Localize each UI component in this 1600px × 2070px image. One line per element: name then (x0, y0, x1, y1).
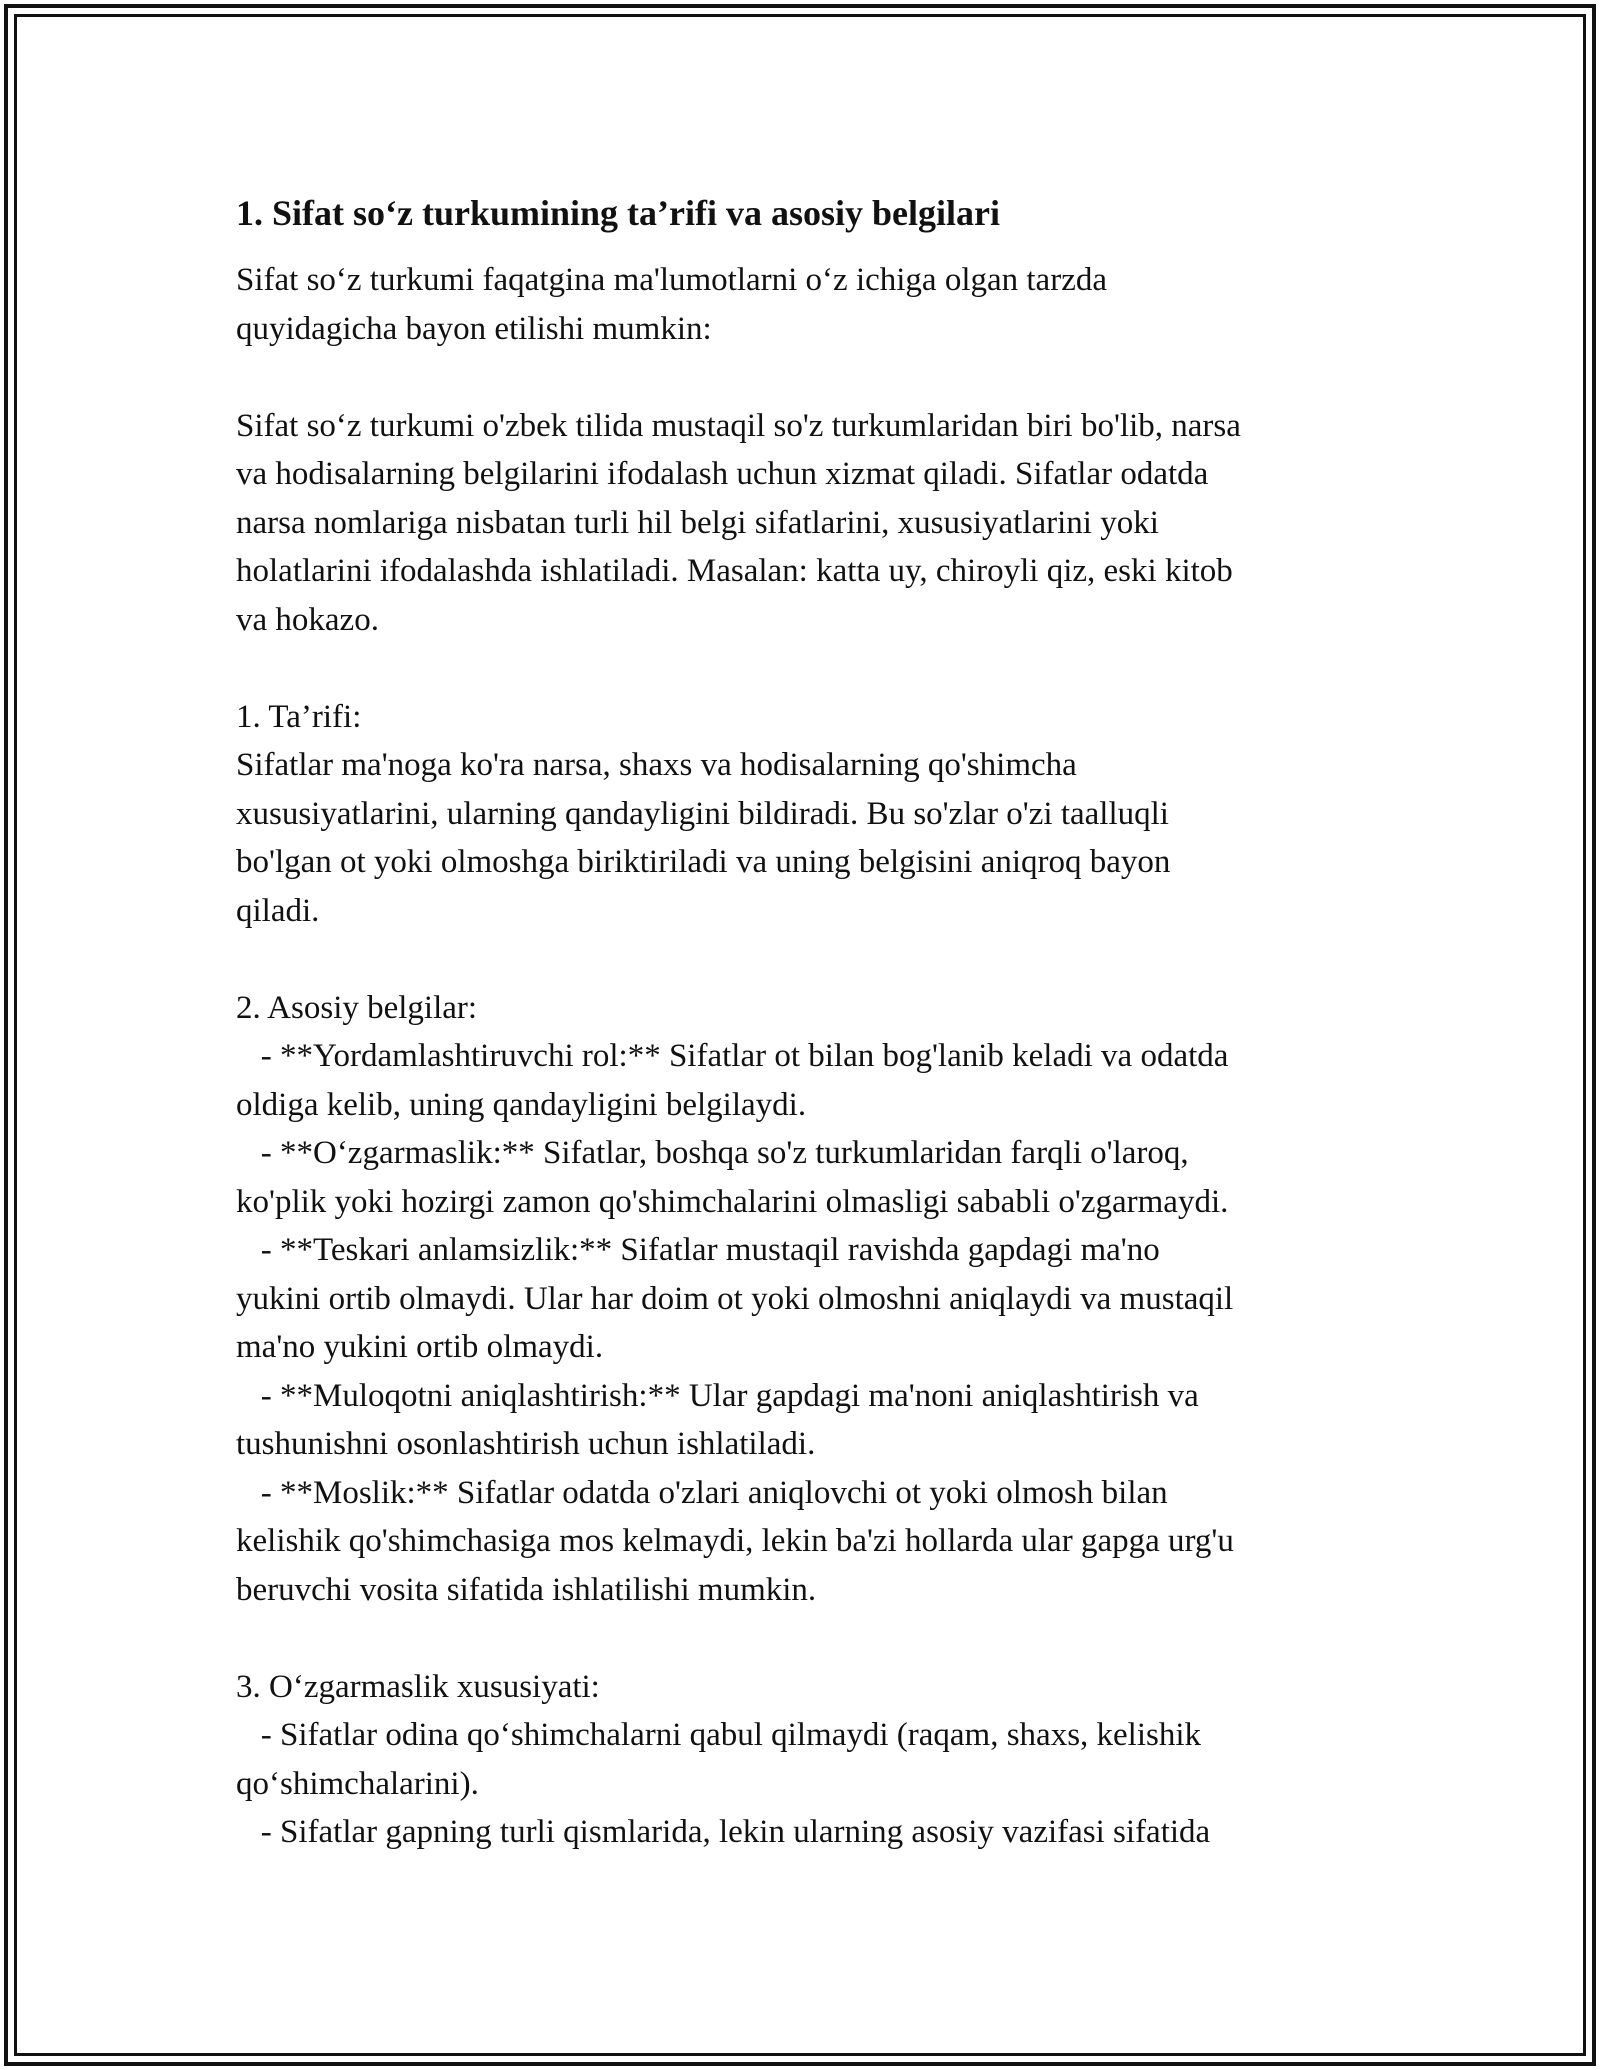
list-item-line: tushunishni osonlashtirish uchun ishlatiladi. (236, 1426, 816, 1462)
definition-paragraph (236, 402, 1366, 645)
list-item-line: yukini ortib olmaydi. Ular har doim ot yoki olmoshni aniqlaydi va mustaqil (236, 1280, 1234, 1317)
section-heading: 1. Ta’rifi: (236, 698, 362, 735)
text-line: Sifat so‘z turkumi o'zbek tilida mustaqil so'z turkumlaridan biri bo'lib, narsa (236, 407, 1241, 444)
section-tarifi (236, 693, 1366, 936)
list-item-line: - **Muloqotni aniqlashtirish:** Ular gapdagi ma'noni aniqlashtirish va (236, 1377, 1199, 1414)
list-item-line: kelishik qo'shimchasiga mos kelmaydi, lekin ba'zi hollarda ular gapga urg'u (236, 1523, 1234, 1559)
section-heading: 3. O‘zgarmaslik xususiyati: (236, 1668, 600, 1705)
section-heading: 2. Asosiy belgilar: (236, 989, 478, 1026)
section-ozgarmaslik (236, 1663, 1366, 1857)
list-item-line: - Sifatlar gapning turli qismlarida, lekin ularning asosiy vazifasi sifatida (236, 1814, 1211, 1850)
document-title: 1. Sifat so‘z turkumining ta’rifi va asosiy belgilari (236, 193, 1000, 233)
list-item-line: - **O‘zgarmaslik:** Sifatlar, boshqa so'z turkumlaridan farqli o'laroq, (236, 1135, 1189, 1171)
section-asosiy-belgilar (236, 984, 1366, 1615)
list-item-line: ma'no yukini ortib olmaydi. (236, 1329, 604, 1365)
intro-paragraph (236, 256, 1366, 353)
list-item-line: - Sifatlar odina qo‘shimchalarni qabul qilmaydi (raqam, shaxs, kelishik (236, 1717, 1202, 1753)
list-item-line: ko'plik yoki hozirgi zamon qo'shimchalarini olmasligi sababli o'zgarmaydi. (236, 1183, 1229, 1220)
text-line: holatlarini ifodalashda ishlatiladi. Masalan: katta uy, chiroyli qiz, eski kitob (236, 553, 1233, 589)
paragraph-gap (236, 1614, 1366, 1663)
text-line: Sifat so‘z turkumi faqatgina ma'lumotlarni o‘z ichiga olgan tarzda (236, 262, 1107, 298)
text-line: Sifatlar ma'noga ko'ra narsa, shaxs va hodisalarning qo'shimcha (236, 747, 1077, 783)
text-line: narsa nomlariga nisbatan turli hil belgi sifatlarini, xususiyatlarini yoki (236, 504, 1159, 541)
text-line: xususiyatlarini, ularning qandayligini bildiradi. Bu so'zlar o'zi taalluqli (236, 795, 1169, 832)
list-item-line: oldiga kelib, uning qandayligini belgilaydi. (236, 1086, 807, 1123)
text-line: bo'lgan ot yoki olmoshga biriktiriladi va uning belgisini aniqroq bayon (236, 844, 1171, 880)
paragraph-gap (236, 644, 1366, 693)
paragraph-gap (236, 353, 1366, 402)
text-line: va hokazo. (236, 601, 379, 638)
list-item-line: - **Moslik:** Sifatlar odatda o'zlari aniqlovchi ot yoki olmosh bilan (236, 1474, 1168, 1511)
list-item-line: - **Teskari anlamsizlik:** Sifatlar mustaqil ravishda gapdagi ma'no (236, 1232, 1160, 1268)
list-item-line: qo‘shimchalarini). (236, 1765, 479, 1802)
text-line: qiladi. (236, 892, 320, 929)
text-line: quyidagicha bayon etilishi mumkin: (236, 310, 712, 347)
list-item-line: - **Yordamlashtiruvchi rol:** Sifatlar ot bilan bog'lanib keladi va odatda (236, 1038, 1229, 1074)
document-page (236, 188, 1366, 1857)
text-line: va hodisalarning belgilarini ifodalash uchun xizmat qiladi. Sifatlar odatda (236, 456, 1209, 492)
list-item-line: beruvchi vosita sifatida ishlatilishi mumkin. (236, 1571, 817, 1608)
paragraph-gap (236, 935, 1366, 984)
